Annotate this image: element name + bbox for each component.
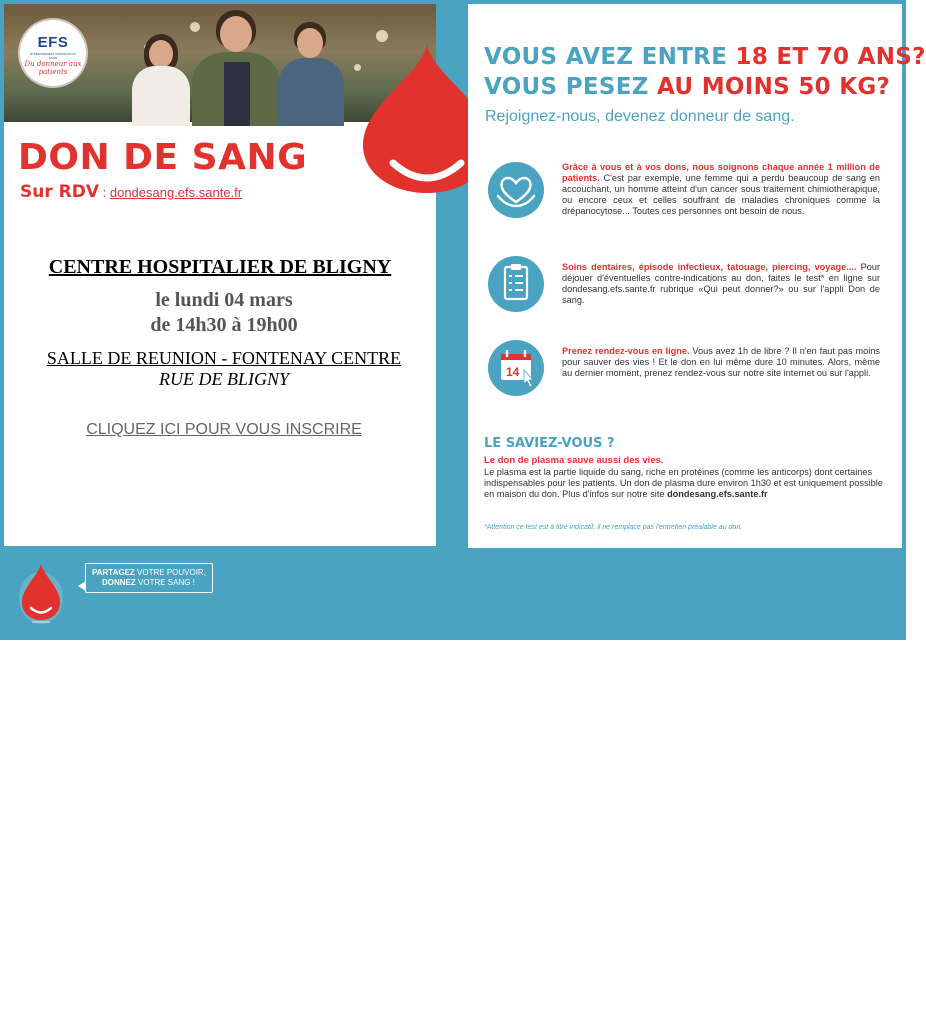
age-headline: VOUS AVEZ ENTRE 18 ET 70 ANS? <box>484 44 926 70</box>
page-title: DON DE SANG <box>18 137 308 178</box>
rdv-label: Sur RDV <box>20 182 100 202</box>
footnote: *Attention ce test est à titre indicatif, il ne remplace pas l'entretien préalable au don. <box>484 524 743 531</box>
did-you-know-title: LE SAVIEZ-VOUS ? <box>484 436 615 451</box>
center-name: CENTRE HOSPITALIER DE BLIGNY <box>48 256 392 278</box>
calendar-icon <box>488 340 544 396</box>
right-panel <box>468 4 926 548</box>
rdv-line <box>20 182 242 202</box>
checklist-icon <box>488 256 544 312</box>
did-you-know-subtitle: Le don de plasma sauve aussi des vies. <box>484 455 664 466</box>
event-street: RUE DE BLIGNY <box>159 369 289 389</box>
event-date: le lundi 04 mars <box>155 289 293 311</box>
did-you-know-body: Le plasma est la partie liquide du sang, riche en protéines (comme les anticorps) dont certaines indispensables pour les patients. Un don de plasma dure environ 1h30 et est uniquement possible en maison du don. Plus d'infos sur notre site dondesang.efs.sante.fr <box>484 467 883 499</box>
blood-drop-small-icon <box>18 560 64 626</box>
event-time: de 14h30 à 19h00 <box>150 314 298 336</box>
efs-logo: EFS ÉTABLISSEMENT FRANÇAIS DU SANG Du donneur aux patients <box>20 20 86 86</box>
register-link[interactable]: CLIQUEZ ICI POUR VOUS INSCRIRE <box>86 421 362 438</box>
rdv-url-link[interactable]: dondesang.efs.sante.fr <box>109 185 243 200</box>
weight-headline: VOUS PESEZ AU MOINS 50 KG? <box>484 74 891 100</box>
rdv-separator: : <box>99 185 110 200</box>
heart-hands-icon <box>488 162 544 218</box>
slogan-line-1: PARTAGEZ VOTRE POUVOIR, <box>92 568 206 577</box>
info-block-test: Soins dentaires, épisode infectieux, tatouage, piercing, voyage.... Pour déjouer d'éventuelles contre-indications au don, faites le test* en ligne sur dondesang.efs.sante.fr rubrique «Qui peut donner?» ou sur l'appli Don de sang. <box>562 262 881 305</box>
calendar-day: 14 <box>506 365 520 379</box>
event-room: SALLE DE REUNION - FONTENAY CENTRE <box>46 348 402 368</box>
subtitle: Rejoignez-nous, devenez donneur de sang. <box>485 108 795 125</box>
info-block-appointment: Prenez rendez-vous en ligne. Vous avez 1h de libre ? Il n'en faut pas moins pour sauver des vies ! Et le don en lui même dure 10 minutes. Alors, même au dernier moment, prenez rendez-vous sur notre site internet ou sur l'appli. <box>562 346 880 378</box>
slogan-line-2: DONNEZ VOTRE SANG ! <box>102 578 195 587</box>
info-block-patients: Grâce à vous et à vos dons, nous soignons chaque année 1 million de patients. C'est par exemple, une femme qui a perdu beaucoup de sang en accouchant, un homme atteint d'un cancer sous traitement chimiothérapique, ou encore ceux et celles souffrant de maladies chroniques comme la drépanocytose... Toutes ces personnes ont besoin de nous. <box>562 162 880 216</box>
slogan-box <box>85 563 213 593</box>
